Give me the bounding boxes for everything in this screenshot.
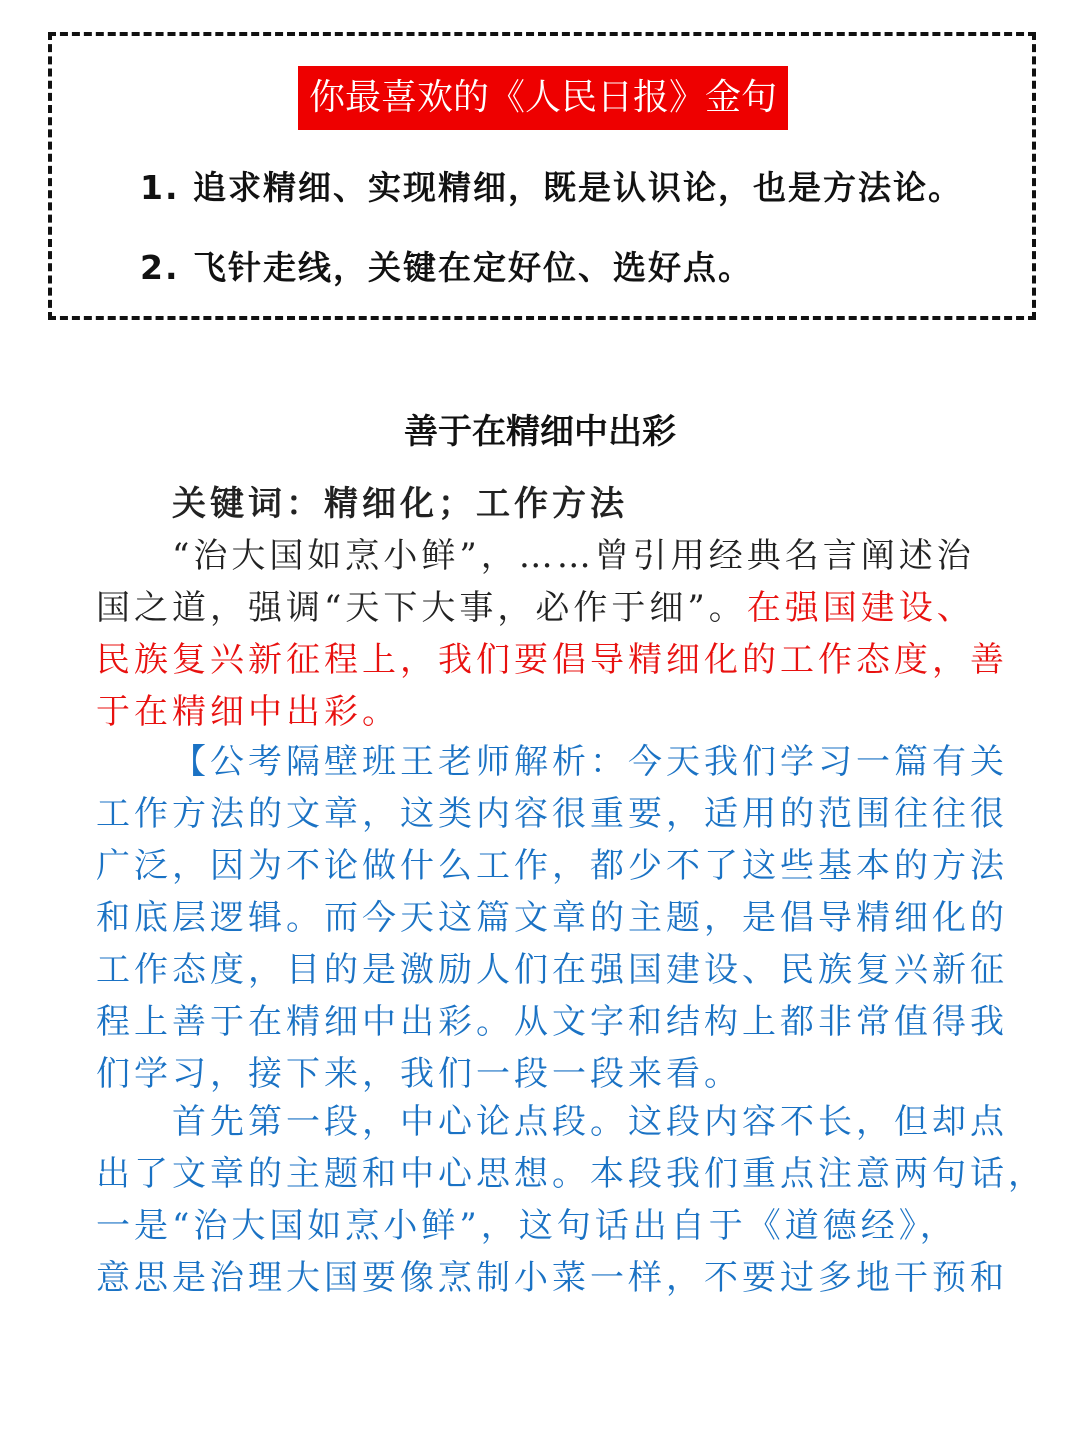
quote-item-1	[140, 162, 963, 209]
analysis-line: 【公考隔壁班王老师解析：今天我们学习一篇有关	[172, 742, 1008, 782]
paragraph2-line: 意思是治理大国要像烹制小菜一样，不要过多地干预和	[96, 1258, 1008, 1298]
quote-item-text: 追求精细、实现精细，既是认识论，也是方法论。	[193, 168, 963, 207]
analysis-line: 工作方法的文章，这类内容很重要，适用的范围往往很	[96, 794, 1008, 834]
analysis-line: 工作态度，目的是激励人们在强国建设、民族复兴新征	[96, 950, 1008, 990]
intro-line-2	[96, 582, 975, 634]
quote-box-header: 你最喜欢的《人民日报》金句	[298, 66, 788, 130]
quote-item-number: 2.	[140, 248, 180, 287]
analysis-line: 程上善于在精细中出彩。从文字和结构上都非常值得我	[96, 1002, 1008, 1042]
paragraph2-line: 首先第一段，中心论点段。这段内容不长，但却点	[172, 1102, 1008, 1142]
intro-line-2-black: 国之道，强调“天下大事，必作于细”。	[96, 588, 747, 628]
paragraph2-line: 出了文章的主题和中心思想。本段我们重点注意两句话，	[96, 1154, 1046, 1194]
analysis-line: 们学习，接下来，我们一段一段来看。	[96, 1054, 742, 1094]
analysis-line: 广泛，因为不论做什么工作，都少不了这些基本的方法	[96, 846, 1008, 886]
intro-line-1: “治大国如烹小鲜”，……曾引用经典名言阐述治	[172, 536, 975, 576]
quote-item-text: 飞针走线，关键在定好位、选好点。	[193, 248, 753, 287]
intro-line-2-red: 在强国建设、	[746, 588, 975, 628]
analysis-line: 和底层逻辑。而今天这篇文章的主题，是倡导精细化的	[96, 898, 1008, 938]
intro-line-3: 民族复兴新征程上，我们要倡导精细化的工作态度，善	[96, 640, 1008, 680]
intro-line-4: 于在精细中出彩。	[96, 692, 400, 732]
quote-item-number: 1.	[140, 168, 180, 207]
article-title: 善于在精细中出彩	[404, 412, 676, 452]
keywords-line: 关键词：精细化；工作方法	[172, 484, 628, 524]
paragraph2-line: 一是“治大国如烹小鲜”，这句话出自于《道德经》，	[96, 1206, 958, 1246]
quote-item-2	[140, 242, 753, 289]
